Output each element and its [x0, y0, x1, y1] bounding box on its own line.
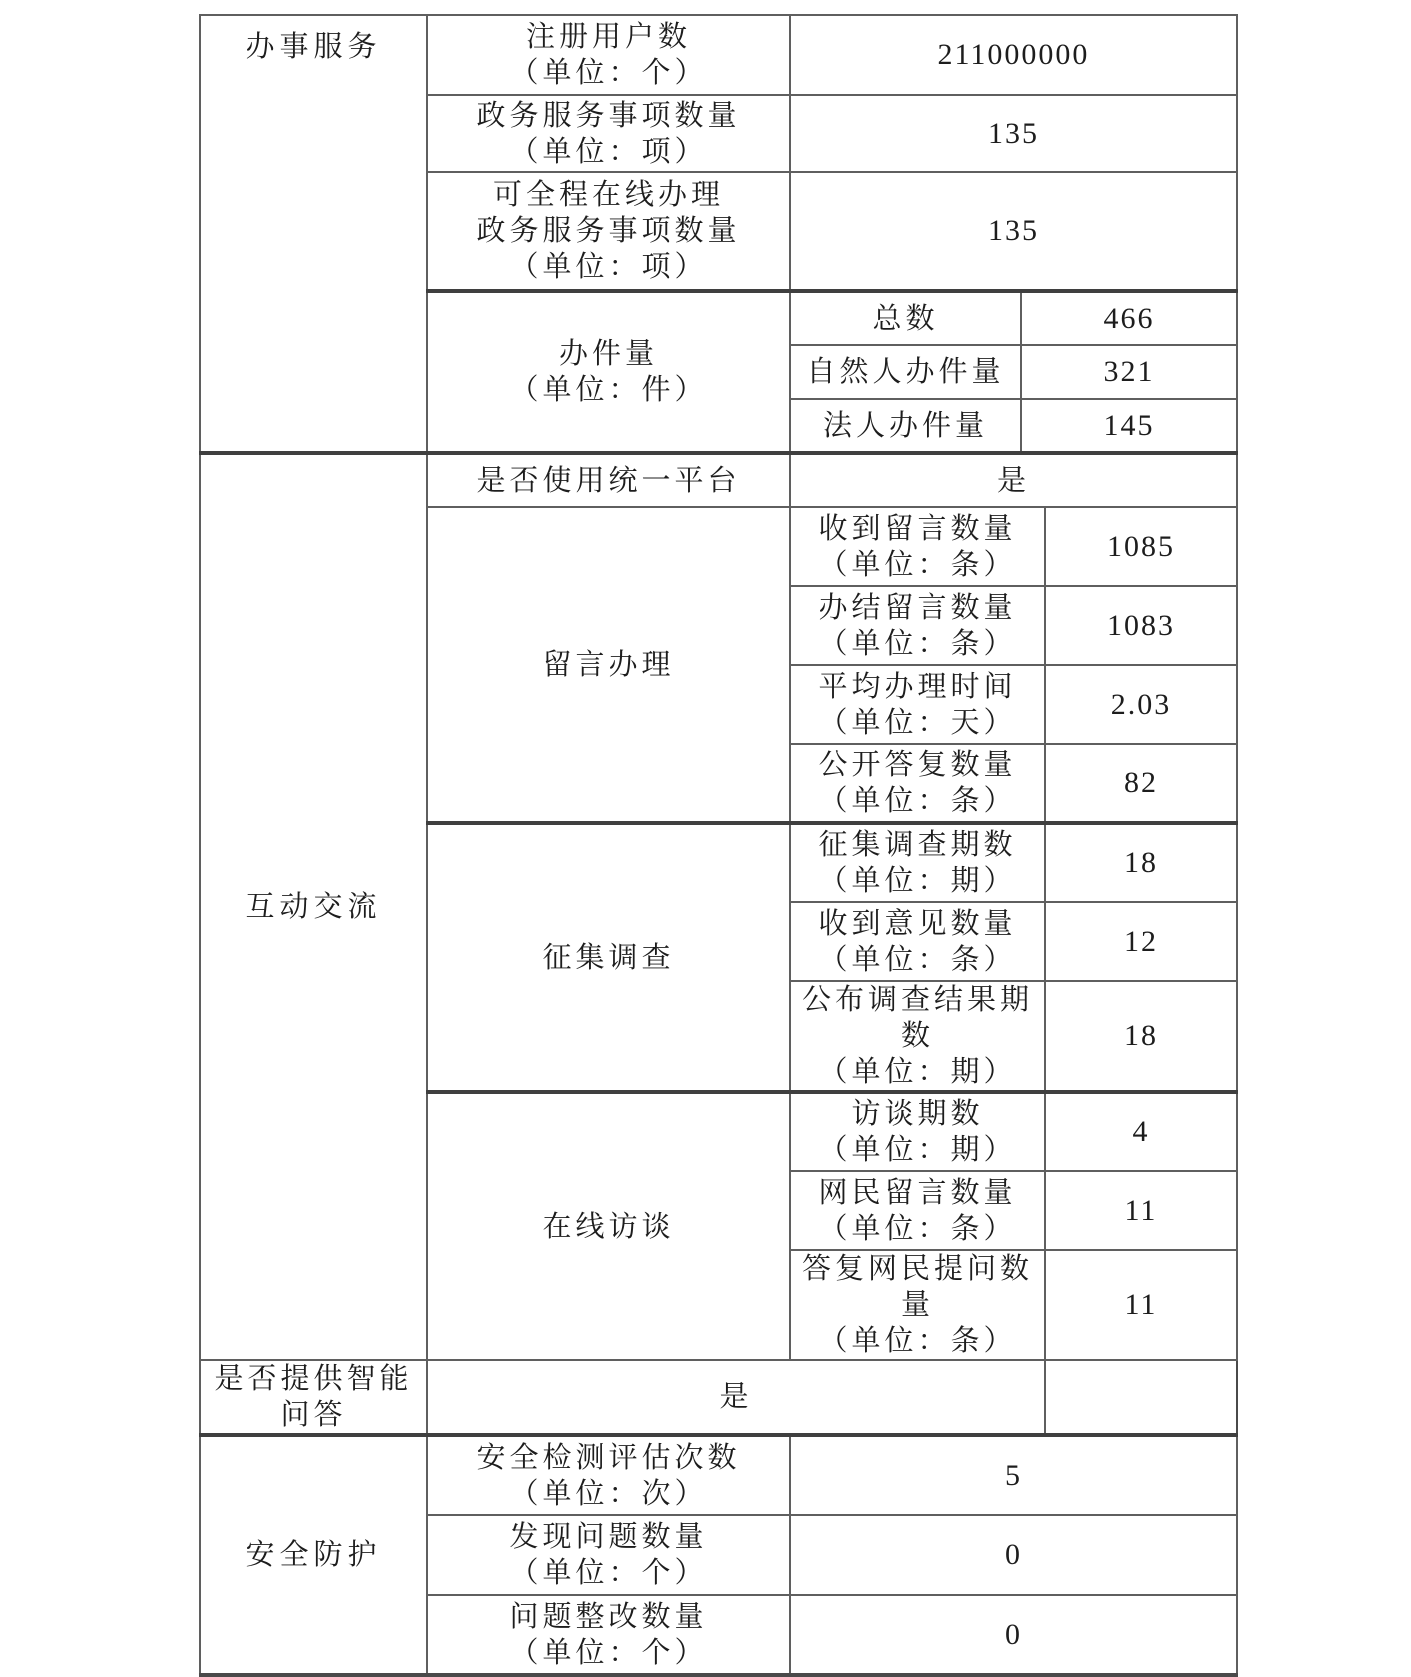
value-cell: 5 [790, 1435, 1237, 1515]
value-cell: 466 [1021, 291, 1237, 345]
value-cell: 1085 [1045, 507, 1237, 586]
value-cell: 12 [1045, 902, 1237, 981]
category-cell-anquan [200, 1435, 427, 1675]
value-cell: 0 [790, 1515, 1237, 1595]
value-cell: 321 [1021, 345, 1237, 399]
table-row [200, 1435, 1237, 1515]
subitem-cell: 收到意见数量 （单位：条） [790, 902, 1045, 981]
value-cell: 是 [790, 453, 1237, 507]
value-cell: 135 [790, 172, 1237, 291]
table-row [200, 1360, 1237, 1435]
category-label: 安全防护 [245, 1539, 382, 1571]
subitem-cell: 公开答复数量 （单位：条） [790, 744, 1045, 823]
value-cell: 18 [1045, 823, 1237, 902]
subitem-cell: 总数 [790, 291, 1021, 345]
value-cell: 0 [790, 1595, 1237, 1675]
subitem-cell: 收到留言数量 （单位：条） [790, 507, 1045, 586]
item-cell: 安全检测评估次数 （单位：次） [427, 1435, 790, 1515]
item-cell: 问题整改数量 （单位：个） [427, 1595, 790, 1675]
value-cell: 135 [790, 95, 1237, 172]
subitem-cell: 访谈期数 （单位：期） [790, 1092, 1045, 1171]
item-cell: 发现问题数量 （单位：个） [427, 1515, 790, 1595]
value-cell: 11 [1045, 1250, 1237, 1360]
category-label: 互动交流 [245, 891, 382, 923]
item-cell: 政务服务事项数量 （单位：项） [427, 95, 790, 172]
item-cell: 是否提供智能问答 [200, 1360, 427, 1435]
subitem-cell: 网民留言数量 （单位：条） [790, 1171, 1045, 1250]
value-cell: 145 [1021, 399, 1237, 453]
subitem-cell: 公布调查结果期数 （单位：期） [790, 981, 1045, 1092]
value-cell: 是 [427, 1360, 1045, 1435]
value-cell: 82 [1045, 744, 1237, 823]
value-cell: 1083 [1045, 586, 1237, 665]
value-cell: 211000000 [790, 15, 1237, 95]
category-cell-hudong [200, 453, 427, 1360]
table-row [200, 15, 1237, 95]
item-cell: 可全程在线办理 政务服务事项数量 （单位：项） [427, 172, 790, 291]
value-cell: 2.03 [1045, 665, 1237, 744]
subitem-cell: 平均办理时间 （单位：天） [790, 665, 1045, 744]
subitem-cell: 答复网民提问数量 （单位：条） [790, 1250, 1045, 1360]
group-cell-zhengjidiaocha: 征集调查 [427, 823, 790, 1092]
category-label: 办事服务 [245, 31, 382, 63]
group-cell-banjianliang: 办件量 （单位：件） [427, 291, 790, 453]
value-cell: 18 [1045, 981, 1237, 1092]
item-cell: 是否使用统一平台 [427, 453, 790, 507]
annual-report-table [199, 14, 1238, 1677]
subitem-cell: 办结留言数量 （单位：条） [790, 586, 1045, 665]
category-cell-banshi [200, 15, 427, 453]
group-cell-zaixianfangtan: 在线访谈 [427, 1092, 790, 1360]
subitem-cell: 自然人办件量 [790, 345, 1021, 399]
group-cell-liuyanbanli: 留言办理 [427, 507, 790, 823]
item-cell: 注册用户数 （单位：个） [427, 15, 790, 95]
subitem-cell: 征集调查期数 （单位：期） [790, 823, 1045, 902]
value-cell: 11 [1045, 1171, 1237, 1250]
value-cell: 4 [1045, 1092, 1237, 1171]
subitem-cell: 法人办件量 [790, 399, 1021, 453]
table-row [200, 453, 1237, 507]
